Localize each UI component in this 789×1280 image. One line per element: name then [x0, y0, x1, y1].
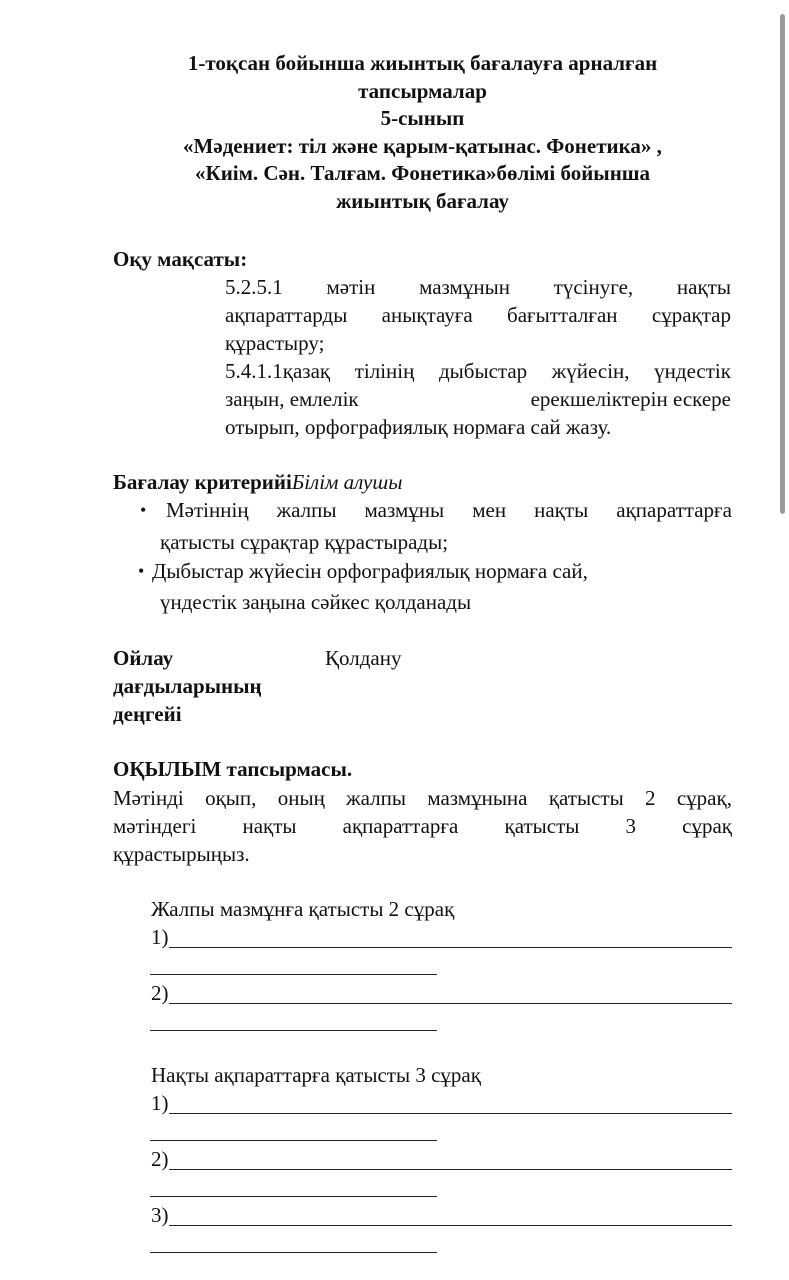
general-question-1-number: 1) — [151, 925, 169, 949]
word: мазмұны — [364, 498, 445, 522]
word: 3 — [625, 814, 636, 838]
objective-1-line-2 — [225, 303, 731, 328]
objective-2-line-2 — [225, 387, 731, 412]
word: нақты — [534, 498, 589, 522]
thinking-label-line-1: Ойлау — [113, 646, 174, 670]
word: дыбыстар — [438, 359, 528, 383]
word: жалпы — [346, 786, 406, 810]
word: тілінің — [354, 359, 415, 383]
word: мәтіндегі — [113, 814, 197, 838]
thinking-label-line-2: дағдыларының — [113, 674, 262, 698]
word: қатысты — [504, 814, 580, 838]
bullet-icon: • — [140, 500, 147, 520]
word: сұрақтар — [651, 303, 731, 327]
word: үндестік — [654, 359, 731, 383]
specific-question-2-answer-line-2[interactable] — [150, 1196, 437, 1197]
specific-question-2-number: 2) — [151, 1147, 169, 1171]
criterion-2-line-2: үндестік заңына сәйкес қолданады — [160, 590, 472, 614]
title-line-6: жиынтық бағалау — [336, 188, 509, 213]
general-question-2-number: 2) — [151, 981, 169, 1005]
general-question-2-answer-line-2[interactable] — [150, 1030, 437, 1031]
specific-question-1-answer-line[interactable] — [169, 1113, 732, 1114]
word: анықтауға — [381, 303, 473, 327]
title-line-5: «Киім. Сән. Талғам. Фонетика»бөлімі бойынша — [194, 161, 651, 185]
task-line-1 — [113, 786, 732, 811]
general-question-1-answer-line[interactable] — [169, 947, 732, 948]
task-heading: ОҚЫЛЫМ тапсырмасы. — [113, 757, 353, 781]
task-line-3: құрастырыңыз. — [113, 842, 250, 866]
word: ақпараттарға — [342, 814, 459, 838]
criterion-1-line-2: қатысты сұрақтар құрастырады; — [160, 530, 449, 554]
title-line-3: 5-сынып — [380, 106, 465, 130]
specific-question-2-answer-line[interactable] — [169, 1169, 732, 1170]
word: нақты — [242, 814, 297, 838]
title-line-1: 1-тоқсан бойынша жиынтық бағалауға арналған — [187, 51, 658, 75]
word: нақты — [676, 275, 731, 299]
specific-question-1-number: 1) — [151, 1091, 169, 1115]
specific-question-3-number: 3) — [151, 1203, 169, 1227]
criterion-2-line-1: Дыбыстар жүйесін орфографиялық нормаға сай, — [152, 559, 588, 583]
word: 5.2.5.1 — [225, 275, 283, 299]
thinking-label-line-3: деңгейі — [113, 702, 182, 726]
word: мазмұнын — [419, 275, 510, 299]
objective-1-line-1 — [225, 275, 731, 300]
general-question-2-answer-line[interactable] — [169, 1003, 732, 1004]
objectives-heading: Оқу мақсаты: — [113, 247, 248, 271]
specific-question-3-answer-line-2[interactable] — [150, 1252, 437, 1253]
word: 2 — [645, 786, 656, 810]
criteria-heading — [113, 470, 402, 495]
criterion-1-line-1 — [166, 498, 732, 523]
word: мазмұнына — [427, 786, 528, 810]
thinking-level-value: Қолдану — [325, 646, 402, 670]
title-line-2: тапсырмалар — [358, 78, 487, 103]
specific-questions-heading: Нақты ақпараттарға қатысты 3 сұрақ — [151, 1063, 481, 1087]
word: мен — [472, 498, 507, 522]
objective-2-line-3: отырып, орфографиялық нормаға сай жазу. — [225, 415, 612, 439]
general-question-1-answer-line-2[interactable] — [150, 974, 437, 975]
word: оның — [277, 786, 325, 810]
word: ерекшеліктерін ескере — [530, 387, 731, 411]
word: жүйесін, — [551, 359, 630, 383]
word: Мәтіннің — [166, 498, 249, 522]
word: мәтін — [326, 275, 376, 299]
word: 5.4.1.1қазақ — [225, 359, 331, 383]
objective-1-line-3: құрастыру; — [225, 331, 325, 355]
title-line-4: «Мәдениет: тіл және қарым-қатынас. Фонетика» , — [183, 133, 662, 158]
word: ақпараттарға — [616, 498, 732, 522]
word: ақпараттарды — [225, 303, 348, 327]
vertical-scrollbar[interactable] — [780, 14, 785, 514]
bullet-icon: • — [138, 561, 145, 581]
word: сұрақ — [682, 814, 732, 838]
word: оқып, — [205, 786, 257, 810]
word: сұрақ, — [676, 786, 732, 810]
word: қатысты — [548, 786, 624, 810]
word: Мәтінді — [113, 786, 184, 810]
document-title — [100, 50, 745, 215]
word: бағытталған — [507, 303, 618, 327]
word: жалпы — [276, 498, 337, 522]
specific-question-1-answer-line-2[interactable] — [150, 1140, 437, 1141]
task-line-2 — [113, 814, 732, 839]
general-questions-heading: Жалпы мазмұнға қатысты 2 сұрақ — [151, 897, 455, 921]
specific-question-3-answer-line[interactable] — [169, 1225, 732, 1226]
objective-2-line-1 — [225, 359, 731, 384]
criteria-heading-bold: Бағалау критерийі — [113, 470, 292, 494]
word: заңын, емлелік — [225, 387, 359, 411]
criteria-heading-italic: Білім алушы — [291, 470, 403, 494]
word: түсінуге, — [553, 275, 634, 299]
